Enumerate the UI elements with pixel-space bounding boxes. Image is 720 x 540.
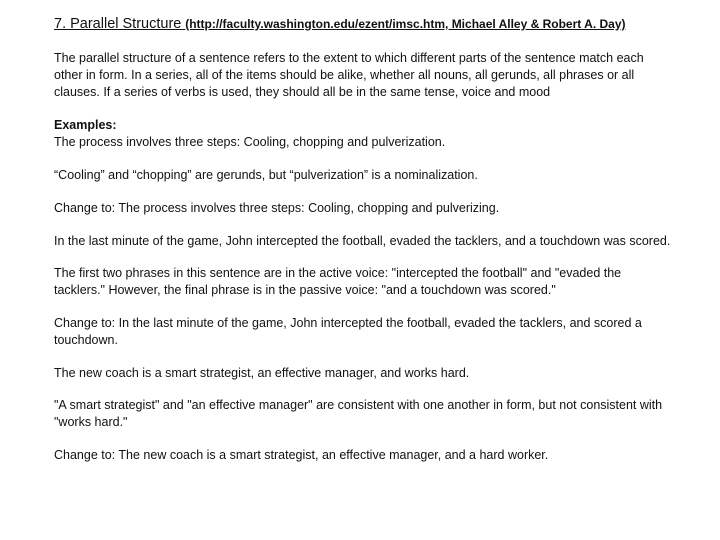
example3-sentence: The new coach is a smart strategist, an effective manager, and works hard. [54, 365, 470, 380]
intro-paragraph: The parallel structure of a sentence refers to the extent to which different parts of the sentence match each other in form. In a series, all of the items should be alike, whether all nouns, all gerunds, all phrases or all clauses. If a series of verbs is used, they should all be in the same tense, voice and mood [54, 51, 644, 99]
section-heading [54, 15, 674, 33]
example2-fix: Change to: In the last minute of the game, John intercepted the football, evaded the tacklers, and scored a touchdown. [54, 315, 642, 347]
example1-sentence: The process involves three steps: Cooling, chopping and pulverization. [54, 135, 446, 150]
example3-fix: Change to: The new coach is a smart strategist, an effective manager, and a hard worker. [54, 447, 549, 462]
example3-explanation: "A smart strategist" and "an effective manager" are consistent with one another in form, but not consistent with "works hard." [54, 398, 663, 430]
heading-source: (http://faculty.washington.edu/ezent/imsc.htm, Michael Alley & Robert A. Day) [185, 17, 626, 31]
example2-explanation: The first two phrases in this sentence are in the active voice: "intercepted the football" and "evaded the tacklers." However, the final phrase is in the passive voice: "and a touchdown was scored." [54, 266, 622, 298]
example1-fix: Change to: The process involves three steps: Cooling, chopping and pulverizing. [54, 200, 500, 215]
document-page [54, 15, 674, 464]
example2-sentence: In the last minute of the game, John intercepted the football, evaded the tacklers, and a touchdown was scored. [54, 233, 671, 248]
heading-title: 7. Parallel Structure [54, 16, 182, 32]
examples-label: Examples: [54, 118, 117, 133]
example1-explanation: “Cooling” and “chopping” are gerunds, but “pulverization” is a nominalization. [54, 167, 478, 182]
